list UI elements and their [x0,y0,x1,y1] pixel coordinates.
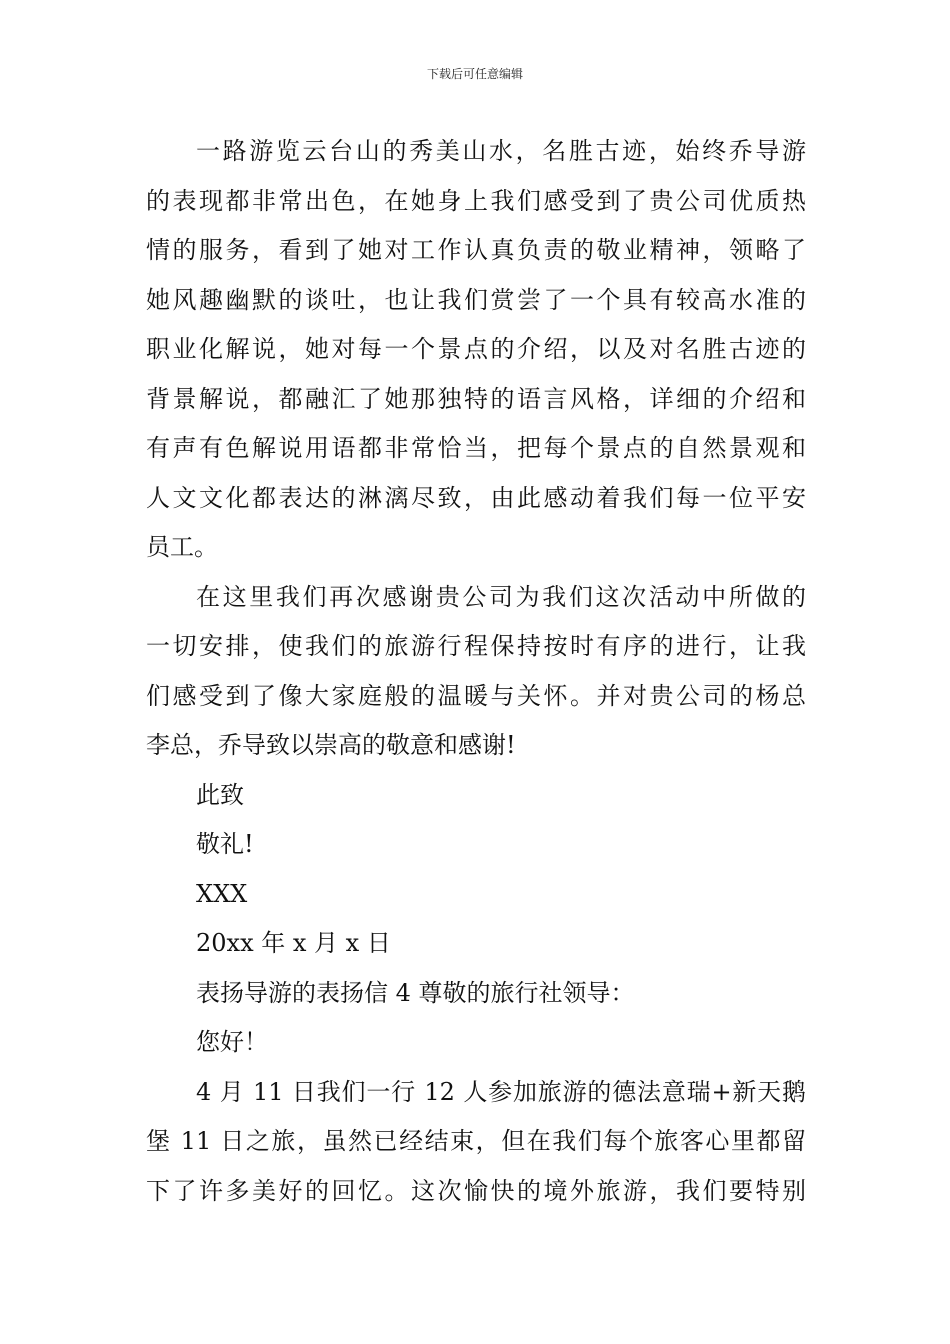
text-line: 职业化解说，她对每一个景点的介绍，以及对名胜古迹的 [146,335,806,363]
closing-regards: 敬礼! [196,830,254,858]
text-line: 4 月 11 日我们一行 12 人参加旅游的德法意瑞+新天鹅 [196,1077,806,1106]
text-line: 情的服务，看到了她对工作认真负责的敬业精神，领略了 [146,236,806,264]
page-header-note: 下载后可任意编辑 [426,67,523,81]
text-line: 员工。 [146,533,218,561]
closing-salutation: 此致 [196,780,244,809]
text-line: 李总，乔导致以崇高的敬意和感谢! [146,731,516,759]
text-line: 下了许多美好的回忆。这次愉快的境外旅游，我们要特别 [146,1176,806,1205]
text-line: 在这里我们再次感谢贵公司为我们这次活动中所做的 [196,582,806,611]
text-line: 们感受到了像大家庭般的温暖与关怀。并对贵公司的杨总 [146,681,806,710]
text-line: 的表现都非常出色，在她身上我们感受到了贵公司优质热 [146,186,806,215]
text-line: 人文文化都表达的淋漓尽致，由此感动着我们每一位平安 [146,483,806,512]
text-line: 一切安排，使我们的旅游行程保持按时有序的进行，让我 [146,632,806,660]
signature-name: XXX [196,879,248,908]
greeting: 您好！ [196,1028,268,1056]
document-body [146,127,806,1216]
letter-date: 20xx 年 x 月 x 日 [196,929,391,957]
letter-title: 表扬导游的表扬信 4 尊敬的旅行社领导： [196,978,635,1007]
text-line: 有声有色解说用语都非常恰当，把每个景点的自然景观和 [146,434,806,462]
text-line: 背景解说，都融汇了她那独特的语言风格，详细的介绍和 [146,384,806,413]
text-line: 她风趣幽默的谈吐，也让我们赏尝了一个具有较高水准的 [146,285,806,314]
text-line: 一路游览云台山的秀美山水，名胜古迹，始终乔导游 [196,137,806,165]
text-line: 堡 11 日之旅，虽然已经结束，但在我们每个旅客心里都留 [146,1127,806,1155]
